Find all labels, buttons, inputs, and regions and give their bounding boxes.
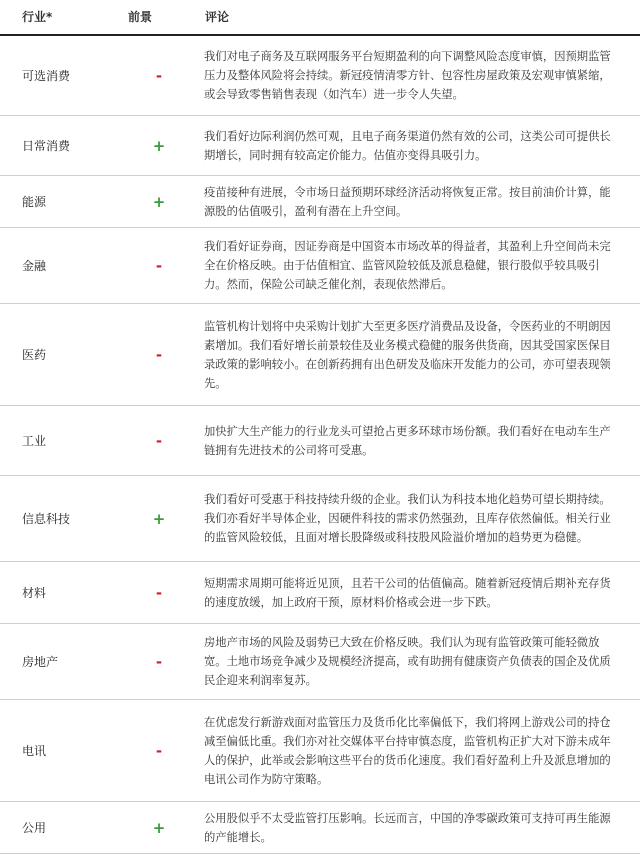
outlook-cell: - bbox=[155, 652, 163, 671]
outlook-cell: - bbox=[155, 345, 163, 364]
industry-cell: 信息科技 bbox=[22, 512, 71, 526]
outlook-cell: - bbox=[155, 741, 163, 760]
outlook-cell: + bbox=[152, 192, 166, 211]
comment-cell: 我们对电子商务及互联网服务平台短期盈利的向下调整风险态度审慎，因预期监管压力及整体风险将会持续。新冠疫情清零方针、包容性房屋政策及宏观审慎紧缩，或会导致零售销售表现（如汽车）进一步令人失望。 bbox=[204, 50, 611, 101]
comment-cell: 我们看好可受惠于科技持续升级的企业。我们认为科技本地化趋势可望长期持续。我们亦看好半导体企业，因硬件科技的需求仍然强劲，且库存依然偏低。相关行业的监管风险较低，且面对增长股降级或科技股风险溢价增加的趋势更为稳健。 bbox=[204, 493, 611, 544]
outlook-cell: + bbox=[152, 818, 166, 837]
industry-cell: 电讯 bbox=[22, 744, 47, 758]
table-row bbox=[0, 624, 640, 700]
industry-cell: 能源 bbox=[22, 195, 47, 209]
header-outlook: 前景 bbox=[128, 10, 153, 24]
industry-cell: 材料 bbox=[22, 586, 47, 600]
industry-cell: 可选消费 bbox=[22, 69, 71, 83]
table-row bbox=[0, 116, 640, 176]
table-row bbox=[0, 700, 640, 802]
comment-cell: 在优虑发行新游戏面对监管压力及货币化比率偏低下，我们将网上游戏公司的持仓减至偏低比重。我们亦对社交媒体平台持审慎态度，监管机构正扩大对下游未成年人的保护，此举或会影响这些平台的货币化速度。我们看好盈利上升及派息增加的电讯公司作为防守策略。 bbox=[204, 715, 611, 786]
comment-cell: 公用股似乎不太受监管打压影响。长远而言，中国的净零碳政策可支持可再生能源的产能增长。 bbox=[204, 811, 611, 844]
industry-cell: 金融 bbox=[22, 259, 47, 273]
industry-cell: 房地产 bbox=[22, 655, 59, 669]
outlook-cell: - bbox=[155, 66, 163, 85]
table-row bbox=[0, 802, 640, 854]
header-comment: 评论 bbox=[205, 10, 230, 24]
outlook-cell: + bbox=[152, 136, 166, 155]
outlook-cell: + bbox=[152, 509, 166, 528]
industry-cell: 公用 bbox=[22, 821, 47, 835]
comment-cell: 短期需求周期可能将近见顶，且若干公司的估值偏高。随着新冠疫情后期补充存货的速度放缓，加上政府干预，原材料价格或会进一步下跌。 bbox=[204, 576, 611, 609]
comment-cell: 我们看好边际利润仍然可观，且电子商务渠道仍然有效的公司，这类公司可提供长期增长，同时拥有较高定价能力。估值亦变得具吸引力。 bbox=[204, 129, 611, 162]
comment-cell: 加快扩大生产能力的行业龙头可望抢占更多环球市场份额。我们看好在电动车生产链拥有先进技术的公司将可受惠。 bbox=[204, 424, 611, 457]
comment-cell: 我们看好证券商，因证券商是中国资本市场改革的得益者，其盈利上升空间尚未完全在价格反映。由于估值相宜、监管风险较低及派息稳健，银行股似乎较具吸引力。然而，保险公司缺乏催化剂，表现依然滞后。 bbox=[204, 240, 611, 291]
header-industry: 行业* bbox=[22, 10, 53, 24]
table-row bbox=[0, 176, 640, 228]
outlook-cell: - bbox=[155, 256, 163, 275]
table-header bbox=[0, 0, 640, 36]
table-row bbox=[0, 228, 640, 304]
table-row bbox=[0, 476, 640, 562]
outlook-cell: - bbox=[155, 583, 163, 602]
table-row bbox=[0, 406, 640, 476]
table-row bbox=[0, 562, 640, 624]
table-row bbox=[0, 36, 640, 116]
outlook-cell: - bbox=[155, 431, 163, 450]
industry-cell: 日常消费 bbox=[22, 139, 71, 153]
table-row bbox=[0, 304, 640, 406]
comment-cell: 疫苗接种有进展，令市场日益预期环球经济活动将恢复正常。按目前油价计算，能源股的估值吸引，盈利有潜在上升空间。 bbox=[204, 185, 611, 218]
comment-cell: 监管机构计划将中央采购计划扩大至更多医疗消费品及设备，令医药业的不明朗因素增加。我们看好增长前景较佳及业务模式稳健的服务供货商，因其受国家医保目录政策的影响较小。在创新药拥有出色研发及临床开发能力的公司，亦可望表现领先。 bbox=[204, 319, 611, 390]
comment-cell: 房地产市场的风险及弱势已大致在价格反映。我们认为现有监管政策可能轻微放宽。土地市场竞争减少及规模经济提高，或有助拥有健康资产负债表的国企及优质民企迎来利润率复苏。 bbox=[204, 636, 611, 687]
industry-cell: 医药 bbox=[22, 348, 47, 362]
industry-cell: 工业 bbox=[22, 434, 47, 448]
